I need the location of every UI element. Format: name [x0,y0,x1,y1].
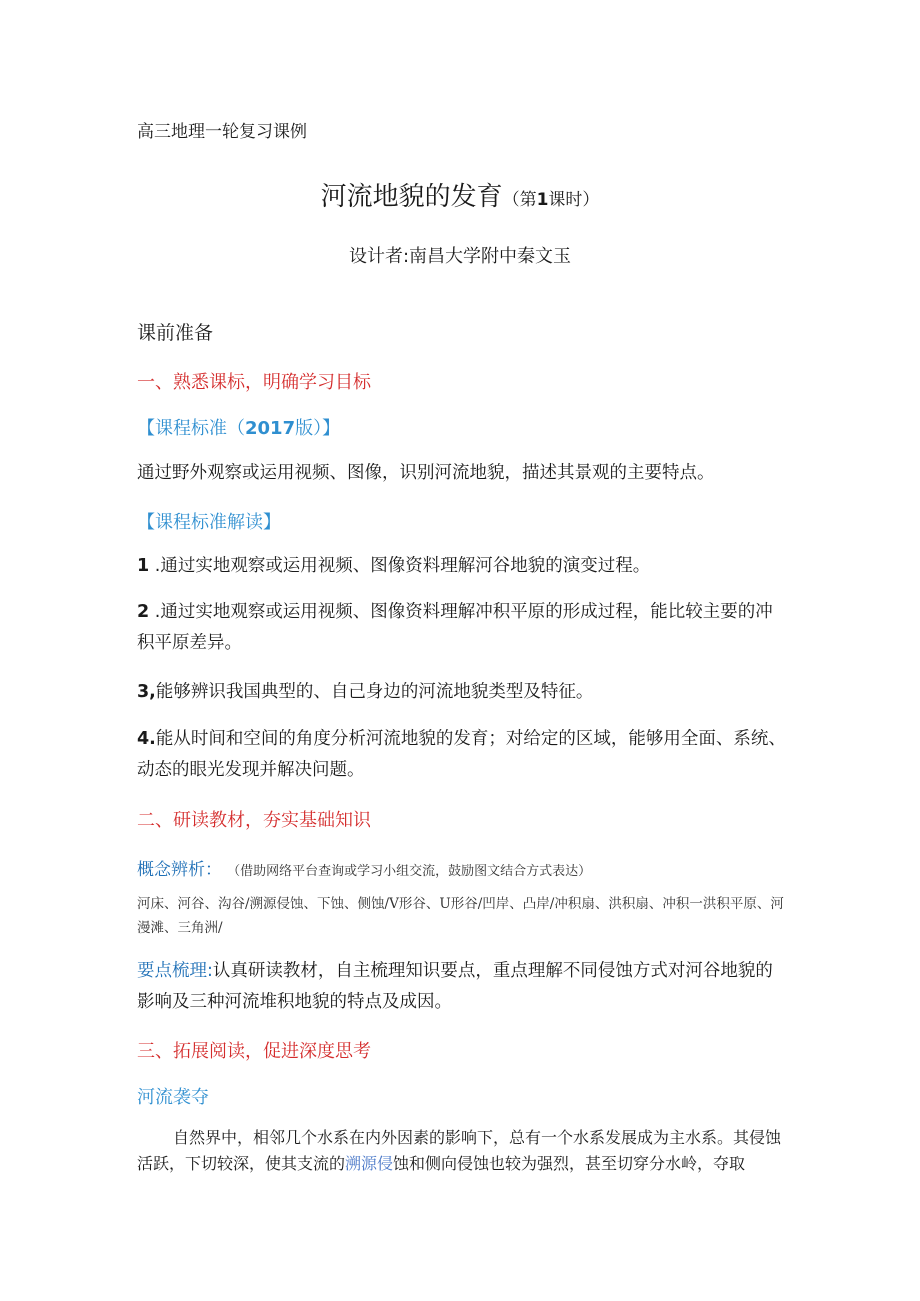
standard-label-open: 【课程标准（ [137,418,245,439]
designer-line: 设计者:南昌大学附中秦文玉 [348,246,572,267]
item-4-num: 4. [137,729,156,749]
item-3-text: 能够辨识我国典型的、自己身边的河流地貌类型及特征。 [155,682,594,702]
title-sub-num: 1 [536,190,549,210]
section3-heading: 三、拓展阅读，促进深度思考 [137,1041,371,1062]
title-sub-close: 课时） [548,190,600,210]
item-2-num: 2 [137,602,150,622]
item-2-text: .通过实地观察或运用视频、图像资料理解冲积平原的形成过程，能比较主要的冲积平原差异。 [137,602,773,653]
reading-part-2: 蚀和侧向侵蚀也较为强烈，甚至切穿分水岭，夺取 [393,1154,746,1173]
reading-part-1: 自然界中，相邻几个水系在内外因素的影响下，总有一个水系发展成为主水系。其侵蚀活跃，下切较深，使其支流的 [137,1128,782,1173]
standard-label [137,414,340,440]
interpret-label: 【课程标准解读】 [137,512,281,533]
standard-item-2 [137,597,787,659]
standard-item-4 [137,724,787,786]
reading-highlight: 溯源侵 [345,1154,394,1173]
key-text: 认真研读教材，自主梳理知识要点，重点理解不同侵蚀方式对河谷地貌的影响及三种河流堆积地貌的特点及成因。 [137,961,773,1012]
standard-label-year: 2017 [245,418,296,439]
concept-line [137,855,591,880]
series-label: 高三地理一轮复习课例 [137,122,307,142]
section1-heading: 一、熟悉课标，明确学习目标 [137,372,371,393]
concept-note: （借助网络平台查询或学习小组交流，鼓励图文结合方式表达） [227,864,592,879]
title-sub [503,190,600,210]
prep-heading: 课前准备 [137,322,214,344]
standard-label-close: 版）】 [295,418,341,439]
document-title [0,176,920,213]
key-label: 要点梳理: [137,961,213,981]
title-sub-open: （第 [502,190,537,210]
standard-item-1 [137,551,787,582]
item-1-num: 1 [137,556,150,576]
key-points [137,956,787,1018]
section2-heading: 二、研读教材，夯实基础知识 [137,810,371,831]
standard-text: 通过野外观察或运用视频、图像，识别河流地貌，描述其景观的主要特点。 [137,463,715,483]
concept-label: 概念辨析： [137,860,222,880]
reading-paragraph [137,1125,787,1177]
item-4-text: 能从时间和空间的角度分析河流地貌的发育；对给定的区域，能够用全面、系统、动态的眼光发现并解决问题。 [137,729,786,780]
standard-item-3 [137,677,787,708]
concept-body: 河床、河谷、沟谷/溯源侵蚀、下蚀、侧蚀/V形谷、U形谷/凹岸、凸岸/冲积扇、洪积扇、冲积一洪积平原、河漫滩、三角洲/ [137,896,784,936]
item-1-text: .通过实地观察或运用视频、图像资料理解河谷地貌的演变过程。 [149,556,651,576]
reading-title: 河流袭夺 [137,1087,209,1108]
item-3-num: 3, [137,682,156,702]
title-main: 河流地貌的发育 [320,182,503,212]
